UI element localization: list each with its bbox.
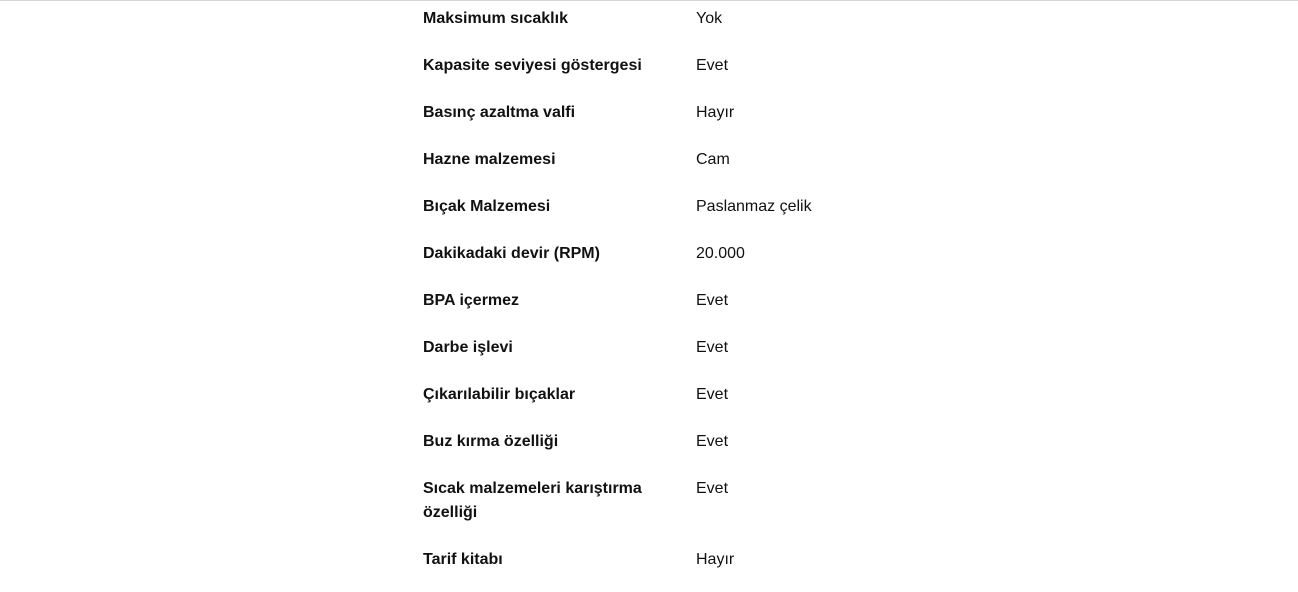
spec-value: Evet	[696, 480, 729, 497]
spec-label: Buz kırma özelliği	[423, 433, 559, 450]
spec-row-blade-material	[423, 192, 983, 239]
spec-label: Dakikadaki devir (RPM)	[423, 245, 600, 262]
spec-label: Tarif kitabı	[423, 551, 503, 568]
spec-row-recipe-book	[423, 545, 983, 592]
spec-row-max-temperature	[423, 4, 983, 51]
spec-value: Evet	[696, 339, 729, 356]
spec-label: BPA içermez	[423, 292, 520, 309]
spec-row-removable-blades	[423, 380, 983, 427]
spec-value: Hayır	[696, 104, 735, 121]
spec-value: Evet	[696, 433, 729, 450]
spec-value: Yok	[696, 10, 723, 27]
spec-value: Hayır	[696, 551, 735, 568]
spec-row-rpm	[423, 239, 983, 286]
spec-row-hot-blending	[423, 474, 983, 545]
spec-row-pulse-function	[423, 333, 983, 380]
spec-row-bpa-free	[423, 286, 983, 333]
spec-label: Hazne malzemesi	[423, 151, 556, 168]
spec-label: Darbe işlevi	[423, 339, 513, 356]
spec-value: Paslanmaz çelik	[696, 198, 812, 215]
spec-label: Kapasite seviyesi göstergesi	[423, 57, 642, 74]
spec-value: Evet	[696, 292, 729, 309]
spec-row-ice-crush	[423, 427, 983, 474]
spec-row-pressure-valve	[423, 98, 983, 145]
spec-label: Bıçak Malzemesi	[423, 198, 551, 215]
specifications-table	[423, 4, 983, 592]
top-divider	[0, 0, 1298, 1]
spec-label: Çıkarılabilir bıçaklar	[423, 386, 576, 403]
spec-value: Cam	[696, 151, 730, 168]
spec-label: Basınç azaltma valfi	[423, 104, 576, 121]
spec-row-jar-material	[423, 145, 983, 192]
spec-label: Sıcak malzemeleri karıştırma özelliği	[423, 480, 642, 521]
spec-row-capacity-indicator	[423, 51, 983, 98]
spec-value: 20.000	[696, 245, 745, 262]
spec-label: Maksimum sıcaklık	[423, 10, 568, 27]
spec-value: Evet	[696, 386, 729, 403]
spec-value: Evet	[696, 57, 729, 74]
